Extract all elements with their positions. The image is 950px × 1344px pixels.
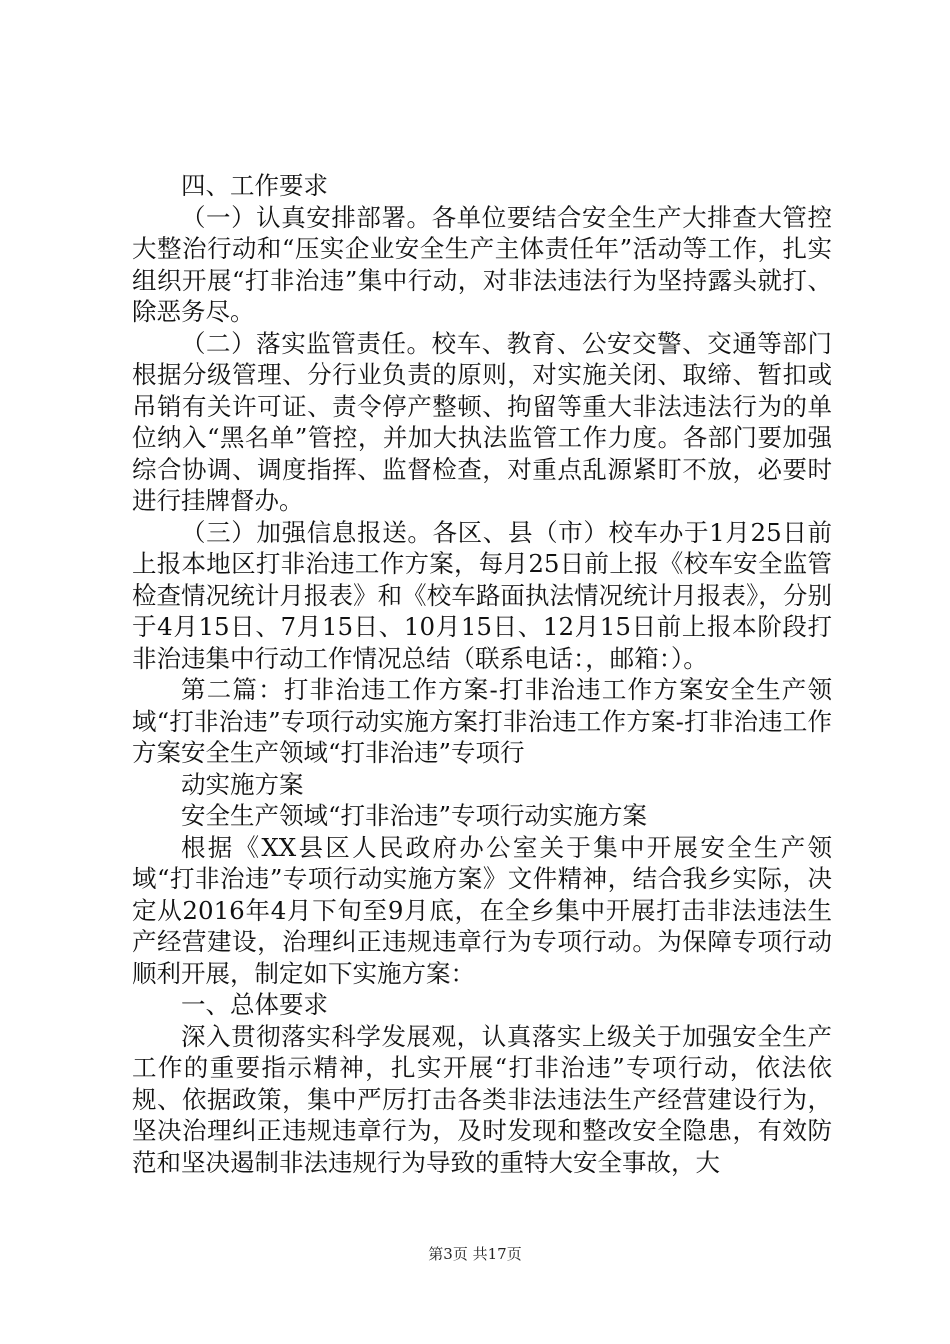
paragraph-overall: 深入贯彻落实科学发展观，认真落实上级关于加强安全生产工作的重要指示精神，扎实开展“打非治违”专项行动，依法依规、依据政策，集中严厉打击各类非法违法生产经营建设行为，坚决治理纠正违规违章行为，及时发现和整改安全隐患，有效防范和坚决遏制非法违规行为导致的重特大安全事故，大	[132, 1021, 832, 1177]
document-body	[132, 170, 832, 1178]
paragraph-second-title: 第二篇：打非治违工作方案-打非治违工作方案安全生产领域“打非治违”专项行动实施方案打非治违工作方案-打非治违工作方案安全生产领域“打非治违”专项行	[132, 675, 832, 767]
section-heading-overall: 一、总体要求	[181, 990, 328, 1019]
paragraph-second-title-cont: 动实施方案	[181, 769, 304, 799]
section-heading-work-requirements: 四、工作要求	[181, 171, 328, 200]
page-number-footer: 第3页 共17页	[428, 1245, 522, 1263]
paragraph-deployment: （一）认真安排部署。各单位要结合安全生产大排查大管控大整治行动和“压实企业安全生产主体责任年”活动等工作，扎实组织开展“打非治违”集中行动，对非法违法行为坚持露头就打、除恶务尽。	[132, 202, 832, 326]
paragraph-reporting: （三）加强信息报送。各区、县（市）校车办于1月25日前上报本地区打非治违工作方案，每月25日前上报《校车安全监管检查情况统计月报表》和《校车路面执法情况统计月报表》，分别于4月15日、7月15日、10月15日、12月15日前上报本阶段打非治违集中行动工作情况总结（联系电话：，邮箱：）。	[132, 517, 832, 673]
paragraph-supervision: （二）落实监管责任。校车、教育、公安交警、交通等部门根据分级管理、分行业负责的原则，对实施关闭、取缔、暂扣或吊销有关许可证、责令停产整顿、拘留等重大非法违法行为的单位纳入“黑名单”管控，并加大执法监管工作力度。各部门要加强综合协调、调度指挥、监督检查，对重点乱源紧盯不放，必要时进行挂牌督办。	[132, 328, 832, 515]
paragraph-basis: 根据《XX县区人民政府办公室关于集中开展安全生产领域“打非治违”专项行动实施方案》文件精神，结合我乡实际，决定从2016年4月下旬至9月底，在全乡集中开展打击非法违法生产经营建设，治理纠正违规违章行为专项行动。为保障专项行动顺利开展，制定如下实施方案：	[132, 832, 832, 988]
paragraph-plan-title: 安全生产领域“打非治违”专项行动实施方案	[181, 801, 648, 830]
